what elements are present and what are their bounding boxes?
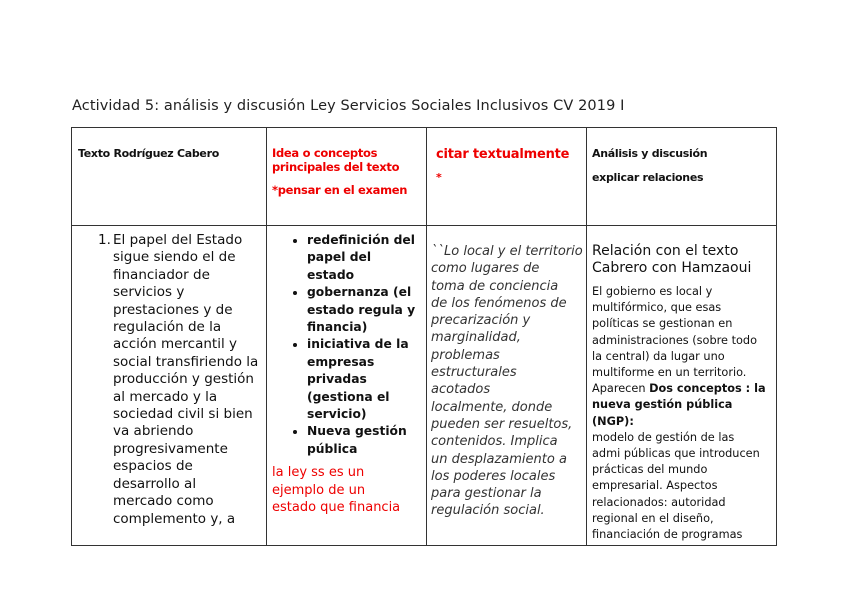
analisis-bold: Dos conceptos : la nueva gestión pública (NGP): xyxy=(592,382,766,428)
header-ideas-note: *pensar en el examen xyxy=(272,183,408,197)
cell-texto xyxy=(72,226,267,546)
header-citar xyxy=(427,128,587,226)
list-item: • Nueva gestión pública xyxy=(307,423,422,458)
activity-table xyxy=(71,127,777,546)
cell-cita xyxy=(427,226,587,546)
header-analisis-sub: explicar relaciones xyxy=(592,171,704,184)
header-citar-note: * xyxy=(436,171,442,184)
header-texto xyxy=(72,128,267,226)
header-citar-label: citar textualmente xyxy=(436,147,570,162)
analisis-body xyxy=(592,284,776,543)
cell-cita-text: ``Lo local y el territorio como lugares de toma de conciencia de los fenómenos de precarización y marginalidad, problemas estructurales acotados localmente, donde pueden ser resueltos, contenidos. Implica un desplazamiento a los poderes locales para gestionar la regulación social. xyxy=(431,244,583,519)
table-row xyxy=(72,226,777,546)
analisis-heading: Relación con el texto Cabrero con Hamzaoui xyxy=(592,243,752,276)
document-title: Actividad 5: análisis y discusión Ley Servicios Sociales Inclusivos CV 2019 I xyxy=(72,98,625,114)
header-row xyxy=(72,128,777,226)
analisis-body-part1: El gobierno es local y multifórmico, que esas políticas se gestionan en administraciones (sobre todo la central) da lugar uno multiforme en un territorio. Aparecen xyxy=(592,285,758,396)
list-number: 1. xyxy=(98,232,111,248)
list-item: • iniciativa de la empresas privadas (gestiona el servicio) xyxy=(307,336,422,423)
cell-texto-text: El papel del Estado sigue siendo el de financiador de servicios y prestaciones y de regulación de la acción mercantil y social transfiriendo la producción y gestión al mercado y la sociedad civil si bien va abriendo progresivamente espacios de desarrollo al mercado como complemento y, a xyxy=(113,232,259,527)
ideas-list xyxy=(272,232,422,458)
analisis-body-part2: modelo de gestión de las admi públicas que introducen prácticas del mundo empresarial. Aspectos relacionados: autoridad regional en el diseño, financiación de programas xyxy=(592,430,760,542)
list-item: • redefinición del papel del estado xyxy=(307,232,422,284)
header-ideas-label: Idea o conceptos principales del texto xyxy=(272,146,400,174)
cell-analisis xyxy=(587,226,777,546)
header-ideas xyxy=(267,128,427,226)
header-texto-label: Texto Rodríguez Cabero xyxy=(78,147,219,160)
list-item: • gobernanza (el estado regula y financia) xyxy=(307,284,422,336)
header-analisis-label: Análisis y discusión xyxy=(592,147,708,160)
ideas-red-note: la ley ss es un ejemplo de un estado que financia xyxy=(272,465,401,516)
cell-ideas xyxy=(267,226,427,546)
header-analisis xyxy=(587,128,777,226)
